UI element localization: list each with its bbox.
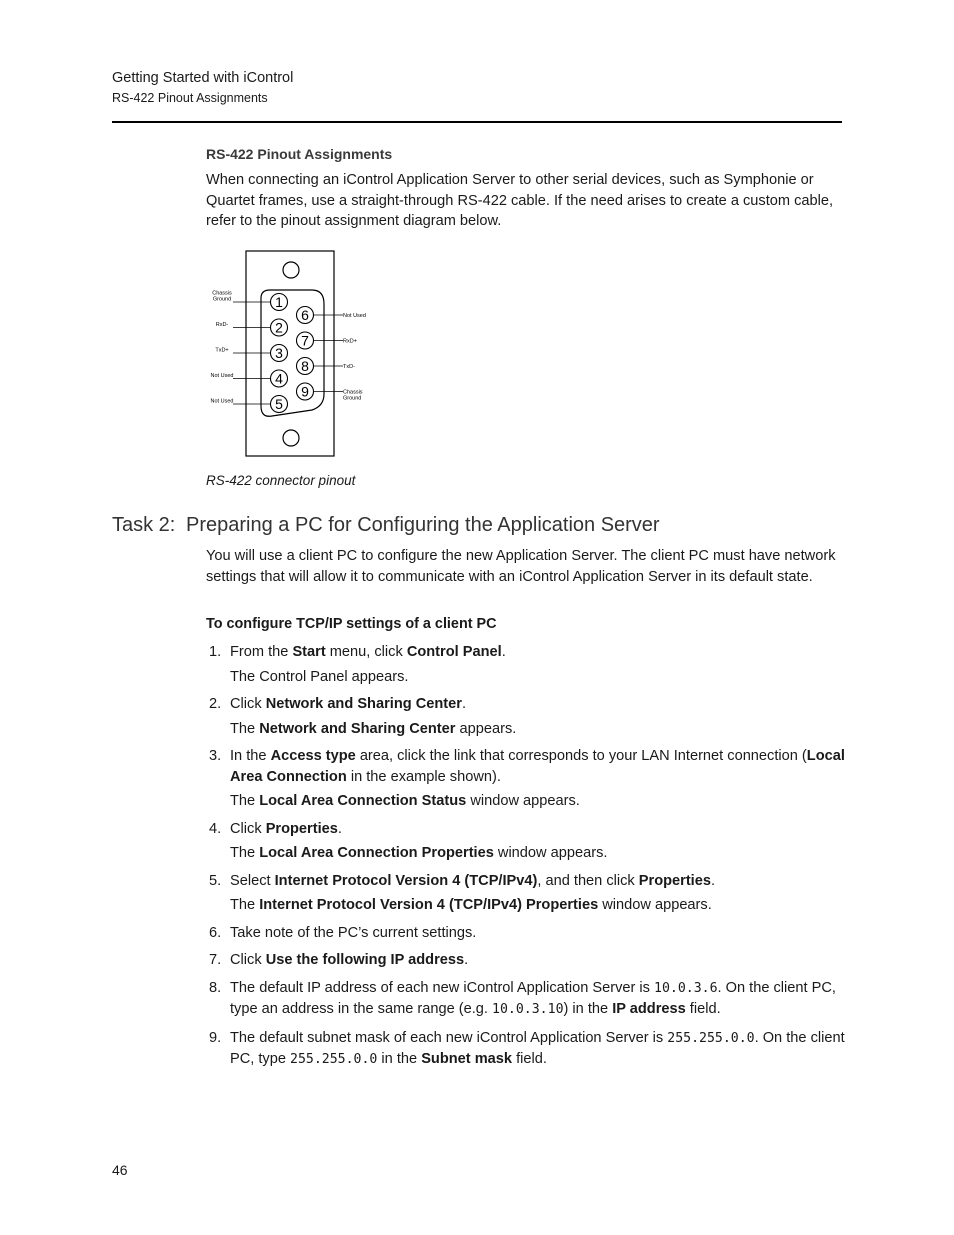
pin-number: 1	[275, 294, 283, 310]
pin-label: Not Used	[343, 313, 366, 319]
ip-address-value: 10.0.3.6	[654, 980, 718, 996]
pin-label: TxD+	[215, 347, 229, 354]
section-intro: When connecting an iControl Application Server to other serial devices, such as Symphonie or Quartet frames, use a straight-through RS-422 cable. If the need arises to create a custom cable, refer to the pinout assignment diagram below.	[206, 172, 834, 229]
pin-number: 7	[301, 332, 309, 349]
section-heading: RS-422 Pinout Assignments	[206, 146, 393, 162]
pin-number: 5	[275, 396, 283, 412]
running-header-title: Getting Started with iControl	[112, 70, 294, 86]
pin-label: Chassis	[343, 389, 363, 396]
rs422-pinout-diagram	[206, 248, 376, 460]
task-title: Preparing a PC for Configuring the Application Server	[186, 514, 660, 536]
pin-number: 4	[275, 370, 283, 387]
running-header-subtitle: RS-422 Pinout Assignments	[112, 91, 268, 105]
subnet-mask-value: 255.255.0.0	[667, 1030, 755, 1046]
step-1-result: The Control Panel appears.	[230, 668, 409, 685]
task-intro: You will use a client PC to configure the new Application Server. The client PC must have network settings that will allow it to communicate with an iControl Application Server in its default state.	[206, 548, 836, 585]
step-9: 9. The default subnet mask of each new iControl Application Server is 255.255.0.0. On the client PC, type 255.255.0.0 in the Subnet mask field.	[209, 1029, 845, 1067]
pin-label: Chassis	[212, 290, 232, 297]
pin-label: Not Used	[210, 398, 234, 405]
pin-label: RxD+	[343, 338, 357, 345]
task-heading	[112, 514, 660, 537]
pin-label: RxD-	[215, 322, 229, 328]
ip-example-value: 10.0.3.10	[492, 1002, 564, 1017]
pin-label: TxD-	[343, 364, 355, 370]
pin-label: Not Used	[210, 373, 234, 379]
pin-number: 3	[275, 345, 283, 361]
step-5: 5. Select Internet Protocol Version 4 (TCP/IPv4), and then click Properties. The Internet Protocol Version 4 (TCP/IPv4) Properties window appears.	[206, 871, 846, 916]
procedure-title: To configure TCP/IP settings of a client PC	[206, 616, 497, 632]
header-rule	[112, 121, 842, 123]
pin-number: 9	[301, 383, 309, 400]
procedure-steps	[206, 642, 846, 1078]
step-5-result: The Internet Protocol Version 4 (TCP/IPv4) Properties window appears.	[230, 897, 712, 913]
step-2: 2. Click Network and Sharing Center. The Network and Sharing Center appears.	[206, 694, 846, 739]
pin-number: 8	[301, 358, 309, 374]
step-6: 6. Take note of the PC’s current settings.	[209, 924, 477, 941]
step-2-result: The Network and Sharing Center appears.	[230, 720, 517, 737]
figure-caption: RS-422 connector pinout	[206, 473, 356, 488]
pin-number: 6	[301, 307, 309, 323]
step-1: 1. From the Start menu, click Control Panel. The Control Panel appears.	[206, 642, 846, 687]
page-number: 46	[112, 1162, 128, 1178]
subnet-mask-example: 255.255.0.0	[290, 1052, 378, 1067]
pin-number: 2	[275, 319, 283, 336]
step-4: 4. Click Properties. The Local Area Connection Properties window appears.	[206, 819, 846, 864]
step-8: 8. The default IP address of each new iControl Application Server is 10.0.3.6. On the client PC, type an address in the same range (e.g. 10.0.3.10) in the IP address field.	[209, 979, 836, 1017]
step-4-result: The Local Area Connection Properties window appears.	[230, 845, 608, 861]
task-number: Task 2:	[112, 514, 176, 536]
step-7: 7. Click Use the following IP address.	[209, 952, 469, 968]
pin-label: Ground	[212, 296, 232, 303]
step-3-result: The Local Area Connection Status window appears.	[230, 793, 580, 809]
pin-label: Ground	[343, 395, 362, 402]
step-3: 3. In the Access type area, click the link that corresponds to your LAN Internet connection (Local Area Connection in the example shown). The Local Area Connection Status window appears.	[206, 746, 846, 812]
